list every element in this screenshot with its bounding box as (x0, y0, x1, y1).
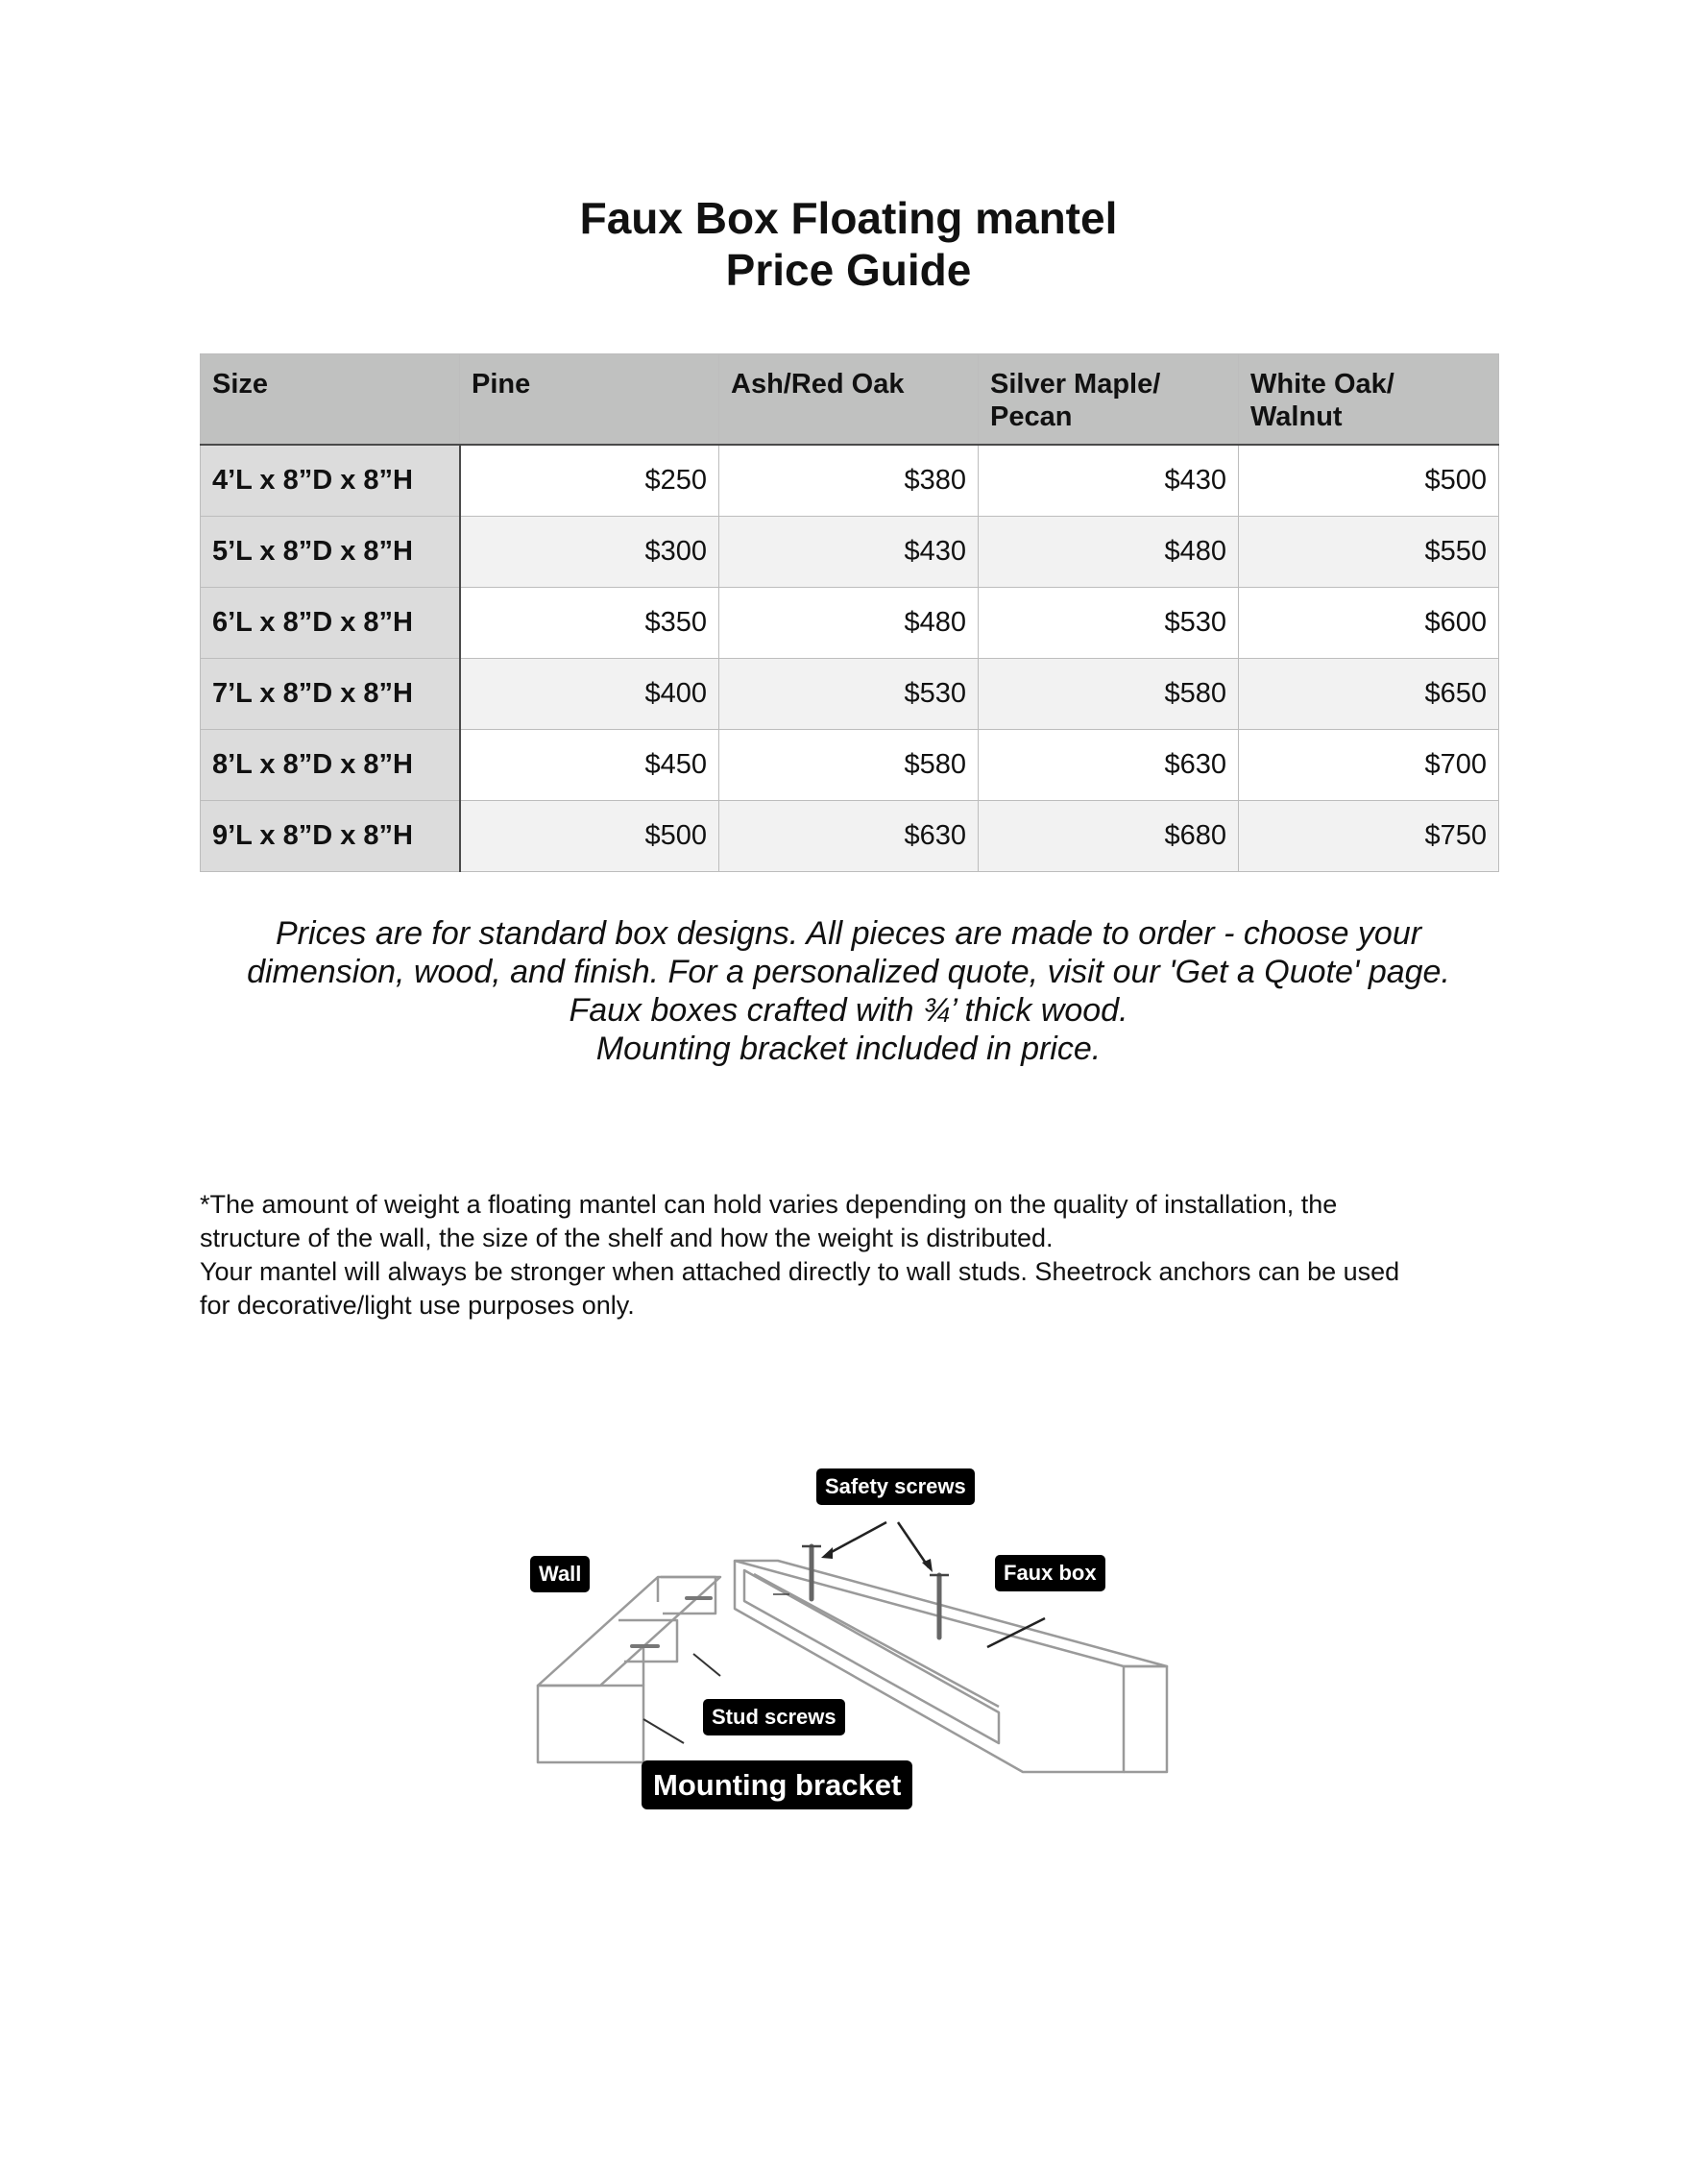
size-cell: 8’L x 8”D x 8”H (201, 730, 460, 801)
note-line: dimension, wood, and finish. For a personalized quote, visit our 'Get a Quote' page. (247, 954, 1450, 990)
price-cell: $530 (719, 659, 979, 730)
faux-box-label: Faux box (995, 1555, 1105, 1591)
header-ash-red-oak: Ash/Red Oak (719, 354, 979, 446)
table-row (201, 588, 1499, 659)
price-cell: $500 (1239, 445, 1499, 517)
page-title (0, 192, 1697, 296)
price-cell: $580 (719, 730, 979, 801)
wall-label: Wall (530, 1556, 590, 1592)
header-size: Size (201, 354, 460, 446)
bracket-tab (618, 1620, 677, 1662)
note-line: Prices are for standard box designs. All pieces are made to order - choose your (275, 915, 1422, 952)
size-cell: 4’L x 8”D x 8”H (201, 445, 460, 517)
header-white-oak-walnut: White Oak/ Walnut (1239, 354, 1499, 446)
price-cell: $600 (1239, 588, 1499, 659)
faux-box-front (735, 1561, 1124, 1772)
size-cell: 5’L x 8”D x 8”H (201, 517, 460, 588)
table-row (201, 445, 1499, 517)
size-cell: 6’L x 8”D x 8”H (201, 588, 460, 659)
price-cell: $580 (979, 659, 1239, 730)
price-cell: $250 (460, 445, 719, 517)
weight-disclaimer (200, 1188, 1506, 1323)
price-cell: $700 (1239, 730, 1499, 801)
disclaimer-line: for decorative/light use purposes only. (200, 1291, 635, 1320)
bracket-top (538, 1577, 720, 1686)
header-silver-maple-pecan: Silver Maple/ Pecan (979, 354, 1239, 446)
price-cell: $300 (460, 517, 719, 588)
stud-screws-label: Stud screws (703, 1699, 845, 1735)
pricing-notes (115, 914, 1582, 1068)
price-cell: $480 (719, 588, 979, 659)
disclaimer-line: structure of the wall, the size of the shelf and how the weight is distributed. (200, 1224, 1054, 1252)
price-cell: $630 (979, 730, 1239, 801)
disclaimer-line: Your mantel will always be stronger when attached directly to wall studs. Sheetrock anchors can be used (200, 1257, 1400, 1286)
safety-screws-label: Safety screws (816, 1468, 975, 1505)
note-line: Mounting bracket included in price. (595, 1031, 1102, 1067)
mounting-bracket-label: Mounting bracket (642, 1760, 912, 1809)
price-cell: $750 (1239, 801, 1499, 872)
price-cell: $680 (979, 801, 1239, 872)
bracket-tab (661, 1577, 715, 1614)
price-cell: $500 (460, 801, 719, 872)
price-cell: $530 (979, 588, 1239, 659)
price-cell: $630 (719, 801, 979, 872)
header-pine: Pine (460, 354, 719, 446)
price-cell: $550 (1239, 517, 1499, 588)
table-row (201, 801, 1499, 872)
title-line-1: Faux Box Floating mantel (579, 193, 1118, 243)
note-line: Faux boxes crafted with ¾’ thick wood. (569, 992, 1128, 1029)
table-row (201, 730, 1499, 801)
price-table (200, 353, 1499, 872)
price-cell: $430 (719, 517, 979, 588)
price-cell: $430 (979, 445, 1239, 517)
table-row (201, 517, 1499, 588)
price-cell: $480 (979, 517, 1239, 588)
price-cell: $400 (460, 659, 719, 730)
price-cell: $380 (719, 445, 979, 517)
price-cell: $450 (460, 730, 719, 801)
table-header-row (201, 354, 1499, 446)
mounting-diagram (519, 1455, 1191, 1820)
title-line-2: Price Guide (725, 245, 972, 295)
price-cell: $650 (1239, 659, 1499, 730)
bracket-front-face (538, 1686, 643, 1762)
disclaimer-line: *The amount of weight a floating mantel can hold varies depending on the quality of installation, the (200, 1190, 1338, 1219)
size-cell: 7’L x 8”D x 8”H (201, 659, 460, 730)
table-row (201, 659, 1499, 730)
price-cell: $350 (460, 588, 719, 659)
size-cell: 9’L x 8”D x 8”H (201, 801, 460, 872)
